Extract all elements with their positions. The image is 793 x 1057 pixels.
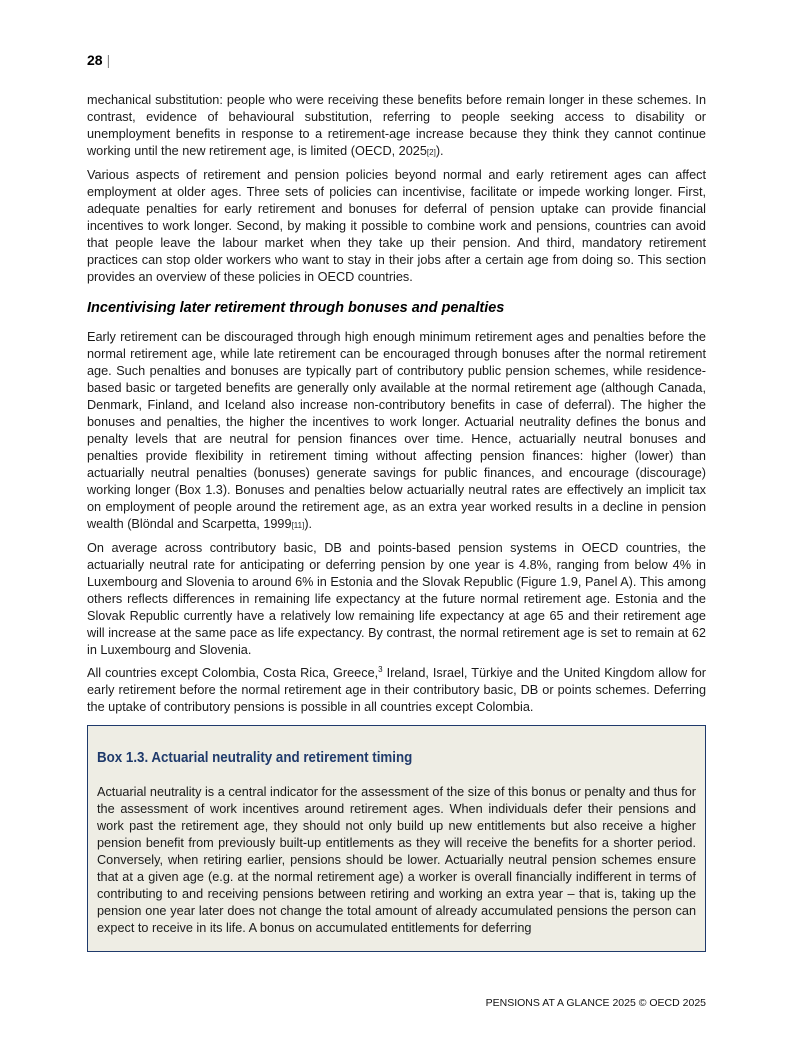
section-paragraph-2: On average across contributory basic, DB and points-based pension systems in OECD countries, the actuarially neutral rate for anticipating or deferring pension by one year is 4.8%, ranging from below 4% in Luxembourg and Slovenia to around 6% in Estonia and the Slovak Republic (Figure 1.9, Panel A). This among others reflects differences in remaining life expectancy at the future normal retirement age. Estonia and the Slovak Republic currently have a relatively low remaining life expectancy at age 65 and their retirement age will increase at the same pace as life expectancy. By contrast, the normal retirement age is set to remain at 62 in Luxembourg and Slovenia. <box>87 541 707 657</box>
intro-paragraph-2: Various aspects of retirement and pension policies beyond normal and early retirement ages can affect employment at older ages. Three sets of policies can incentivise, facilitate or impede working longer. First, adequate penalties for early retirement and bonuses for deferral of pension uptake can provide financial incentives to work longer. Second, by making it possible to combine work and pensions, countries can avoid that people leave the labour market when they take up their pension. And third, mandatory retirement practices can stop older workers who want to stay in their jobs after a certain age from doing so. This section provides an overview of these policies in OECD countries. <box>87 168 706 284</box>
reference-link[interactable]: [11] <box>291 521 305 530</box>
box-1-3 <box>87 725 706 952</box>
page-number <box>87 52 110 68</box>
main-content <box>87 92 706 952</box>
page-number-value: 28 <box>87 52 103 68</box>
footnote-marker[interactable]: 3 <box>378 664 383 674</box>
section-paragraph-1-end: ). <box>304 517 313 531</box>
page-number-separator: | <box>106 52 111 68</box>
section-paragraph-1 <box>87 329 706 534</box>
section-paragraph-3-start: All countries except Colombia, Costa Rica, Greece, <box>87 666 379 680</box>
intro-paragraph-1-end: ). <box>435 144 444 158</box>
section-heading: Incentivising later retirement through bonuses and penalties <box>87 300 505 316</box>
section-paragraph-3 <box>87 665 706 716</box>
page-footer: PENSIONS AT A GLANCE 2025 © OECD 2025 <box>485 997 706 1009</box>
section-paragraph-1-text: Early retirement can be discouraged through high enough minimum retirement ages and penalties before the normal retirement age, while late retirement can be encouraged through bonuses after the normal retirement age. Such penalties and bonuses are typically part of contributory public pension schemes, while residence-based basic or targeted benefits are generally only available at the normal retirement age (although Canada, Denmark, Finland, and Iceland also increase non-contributory benefits in case of deferral). The higher the bonuses and penalties, the higher the incentives to work longer. Actuarial neutrality defines the bonus and penalty levels that are neutral for pension finances over time. Hence, actuarially neutral bonuses and penalties provide flexibility in retirement timing without affecting pension finances: higher (lower) than actuarially neutral penalties (bonuses) generate savings for public finances, and encourage (discourage) working longer (Box 1.3). Bonuses and penalties below actuarially neutral rates are effectively an implicit tax on employment of people around the retirement age, as an extra year worked results in a decline in pension wealth (Blöndal and Scarpetta, 1999 <box>87 330 706 531</box>
box-body: Actuarial neutrality is a central indicator for the assessment of the size of this bonus or penalty and thus for the assessment of work incentives around retirement ages. When individuals defer their pensions and work past the retirement age, they should not only build up new entitlements but also receive a higher pension benefit from previously built-up entitlements as they will receive the benefits for a shorter period. Conversely, when retiring earlier, pensions should be lower. Actuarially neutral pension schemes ensure that at a given age (e.g. at the normal retirement age) a worker is overall financially indifferent in terms of contributing to and receiving pensions between retiring and working an extra year – that is, taking up the pension one year later does not change the total amount of already accumulated pensions the person can expect to receive in its life. A bonus on accumulated entitlements for deferring <box>97 785 696 935</box>
reference-link[interactable]: [2] <box>426 148 436 157</box>
box-title: Box 1.3. Actuarial neutrality and retirement timing <box>97 750 413 766</box>
section-paragraph-3-end: Ireland, Israel, Türkiye and the United Kingdom allow for early retirement before the normal retirement age in their contributory basic, DB or points schemes. Deferring the uptake of contributory pensions is possible in all countries except Colombia. <box>87 666 706 714</box>
intro-paragraph-1-text: mechanical substitution: people who were receiving these benefits before remain longer in these schemes. In contrast, evidence of behavioural substitution, referring to people seeking access to disability or unemployment benefits in response to a retirement-age increase because they think they cannot continue working until the new retirement age, is limited (OECD, 2025 <box>87 93 706 158</box>
intro-paragraph-1 <box>87 92 706 161</box>
